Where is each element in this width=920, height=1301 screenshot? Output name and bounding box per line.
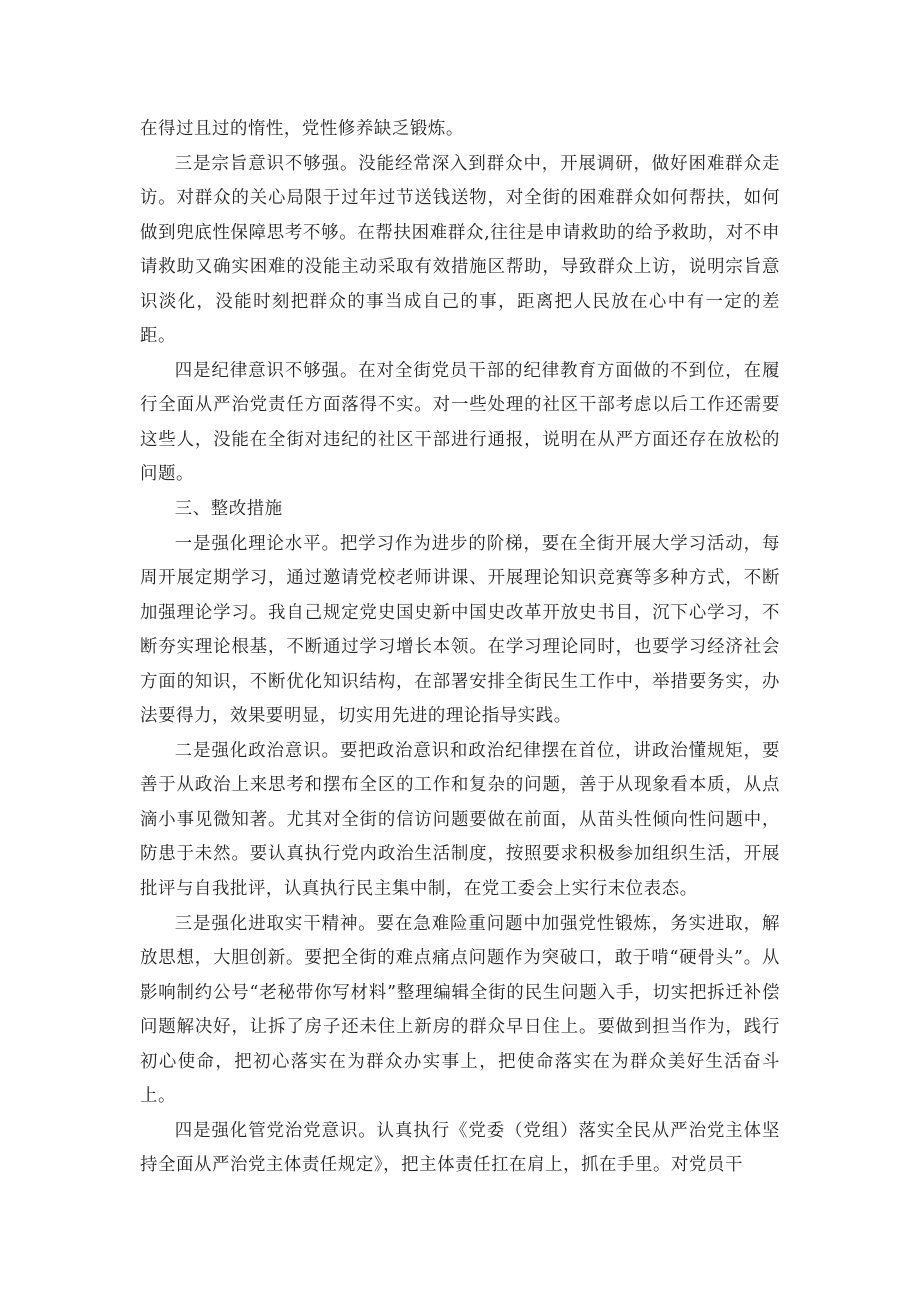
paragraph-strengthen-political: 二是强化政治意识。要把政治意识和政治纪律摆在首位，讲政治懂规矩，要善于从政治上来思考和摆布全区的工作和复杂的问题，善于从现象看本质，从点滴小事见微知著。尤其对全街的信访问题要做在前面，从苗头性倾向性问题中，防患于未然。要认真执行党内政治生活制度，按照要求积极参加组织生活，开展批评与自我批评，认真执行民主集中制，在党工委会上实行末位表态。 — [140, 740, 780, 900]
document-body — [140, 112, 780, 1183]
paragraph-continuation: 在得过且过的惰性，党性修养缺乏锻炼。 — [140, 119, 464, 139]
paragraph-strengthen-theory: 一是强化理论水平。把学习作为进步的阶梯，要在全街开展大学习活动，每周开展定期学习，通过邀请党校老师讲课、开展理论知识竞赛等多种方式，不断加强理论学习。我自己规定党史国史新中国史改革开放史书目，沉下心学习，不断夯实理论根基，不断通过学习增长本领。在学习理论同时，也要学习经济社会方面的知识，不断优化知识结构，在部署安排全街民生工作中，举措要务实，办法要得力，效果要明显，切实用先进的理论指导实践。 — [140, 533, 780, 727]
paragraph-strengthen-enterprise: 三是强化进取实干精神。要在急难险重问题中加强党性锻炼，务实进取，解放思想，大胆创新。要把全街的难点痛点问题作为突破口，敢于啃“硬骨头”。从影响制约公号“老秘带你写材料”整理编辑全街的民生问题入手，切实把拆迁补偿问题解决好，让拆了房子还未住上新房的群众早日住上。要做到担当作为，践行初心使命，把初心落实在为群众办实事上，把使命落实在为群众美好生活奋斗上。 — [140, 913, 780, 1107]
paragraph-strengthen-party-management: 四是强化管党治党意识。认真执行《党委（党组）落实全民从严治党主体坚持全面从严治党主体责任规定》，把主体责任扛在肩上，抓在手里。对党员干 — [140, 1120, 780, 1176]
section-heading-rectification: 三、整改措施 — [174, 499, 283, 520]
paragraph-discipline-awareness: 四是纪律意识不够强。在对全街党员干部的纪律教育方面做的不到位，在履行全面从严治党责任方面落得不实。对一些处理的社区干部考虑以后工作还需要这些人，没能在全街对违纪的社区干部进行通报，说明在从严方面还存在放松的问题。 — [140, 360, 780, 485]
paragraph-purpose-awareness: 三是宗旨意识不够强。没能经常深入到群众中，开展调研，做好困难群众走访。对群众的关心局限于过年过节送钱送物，对全街的困难群众如何帮扶，如何做到兜底性保障思考不够。在帮扶困难群众,往往是申请救助的给予救助，对不申请救助又确实困难的没能主动采取有效措施区帮助，导致群众上访，说明宗旨意识淡化，没能时刻把群众的事当成自己的事，距离把人民放在心中有一定的差距。 — [140, 153, 780, 347]
